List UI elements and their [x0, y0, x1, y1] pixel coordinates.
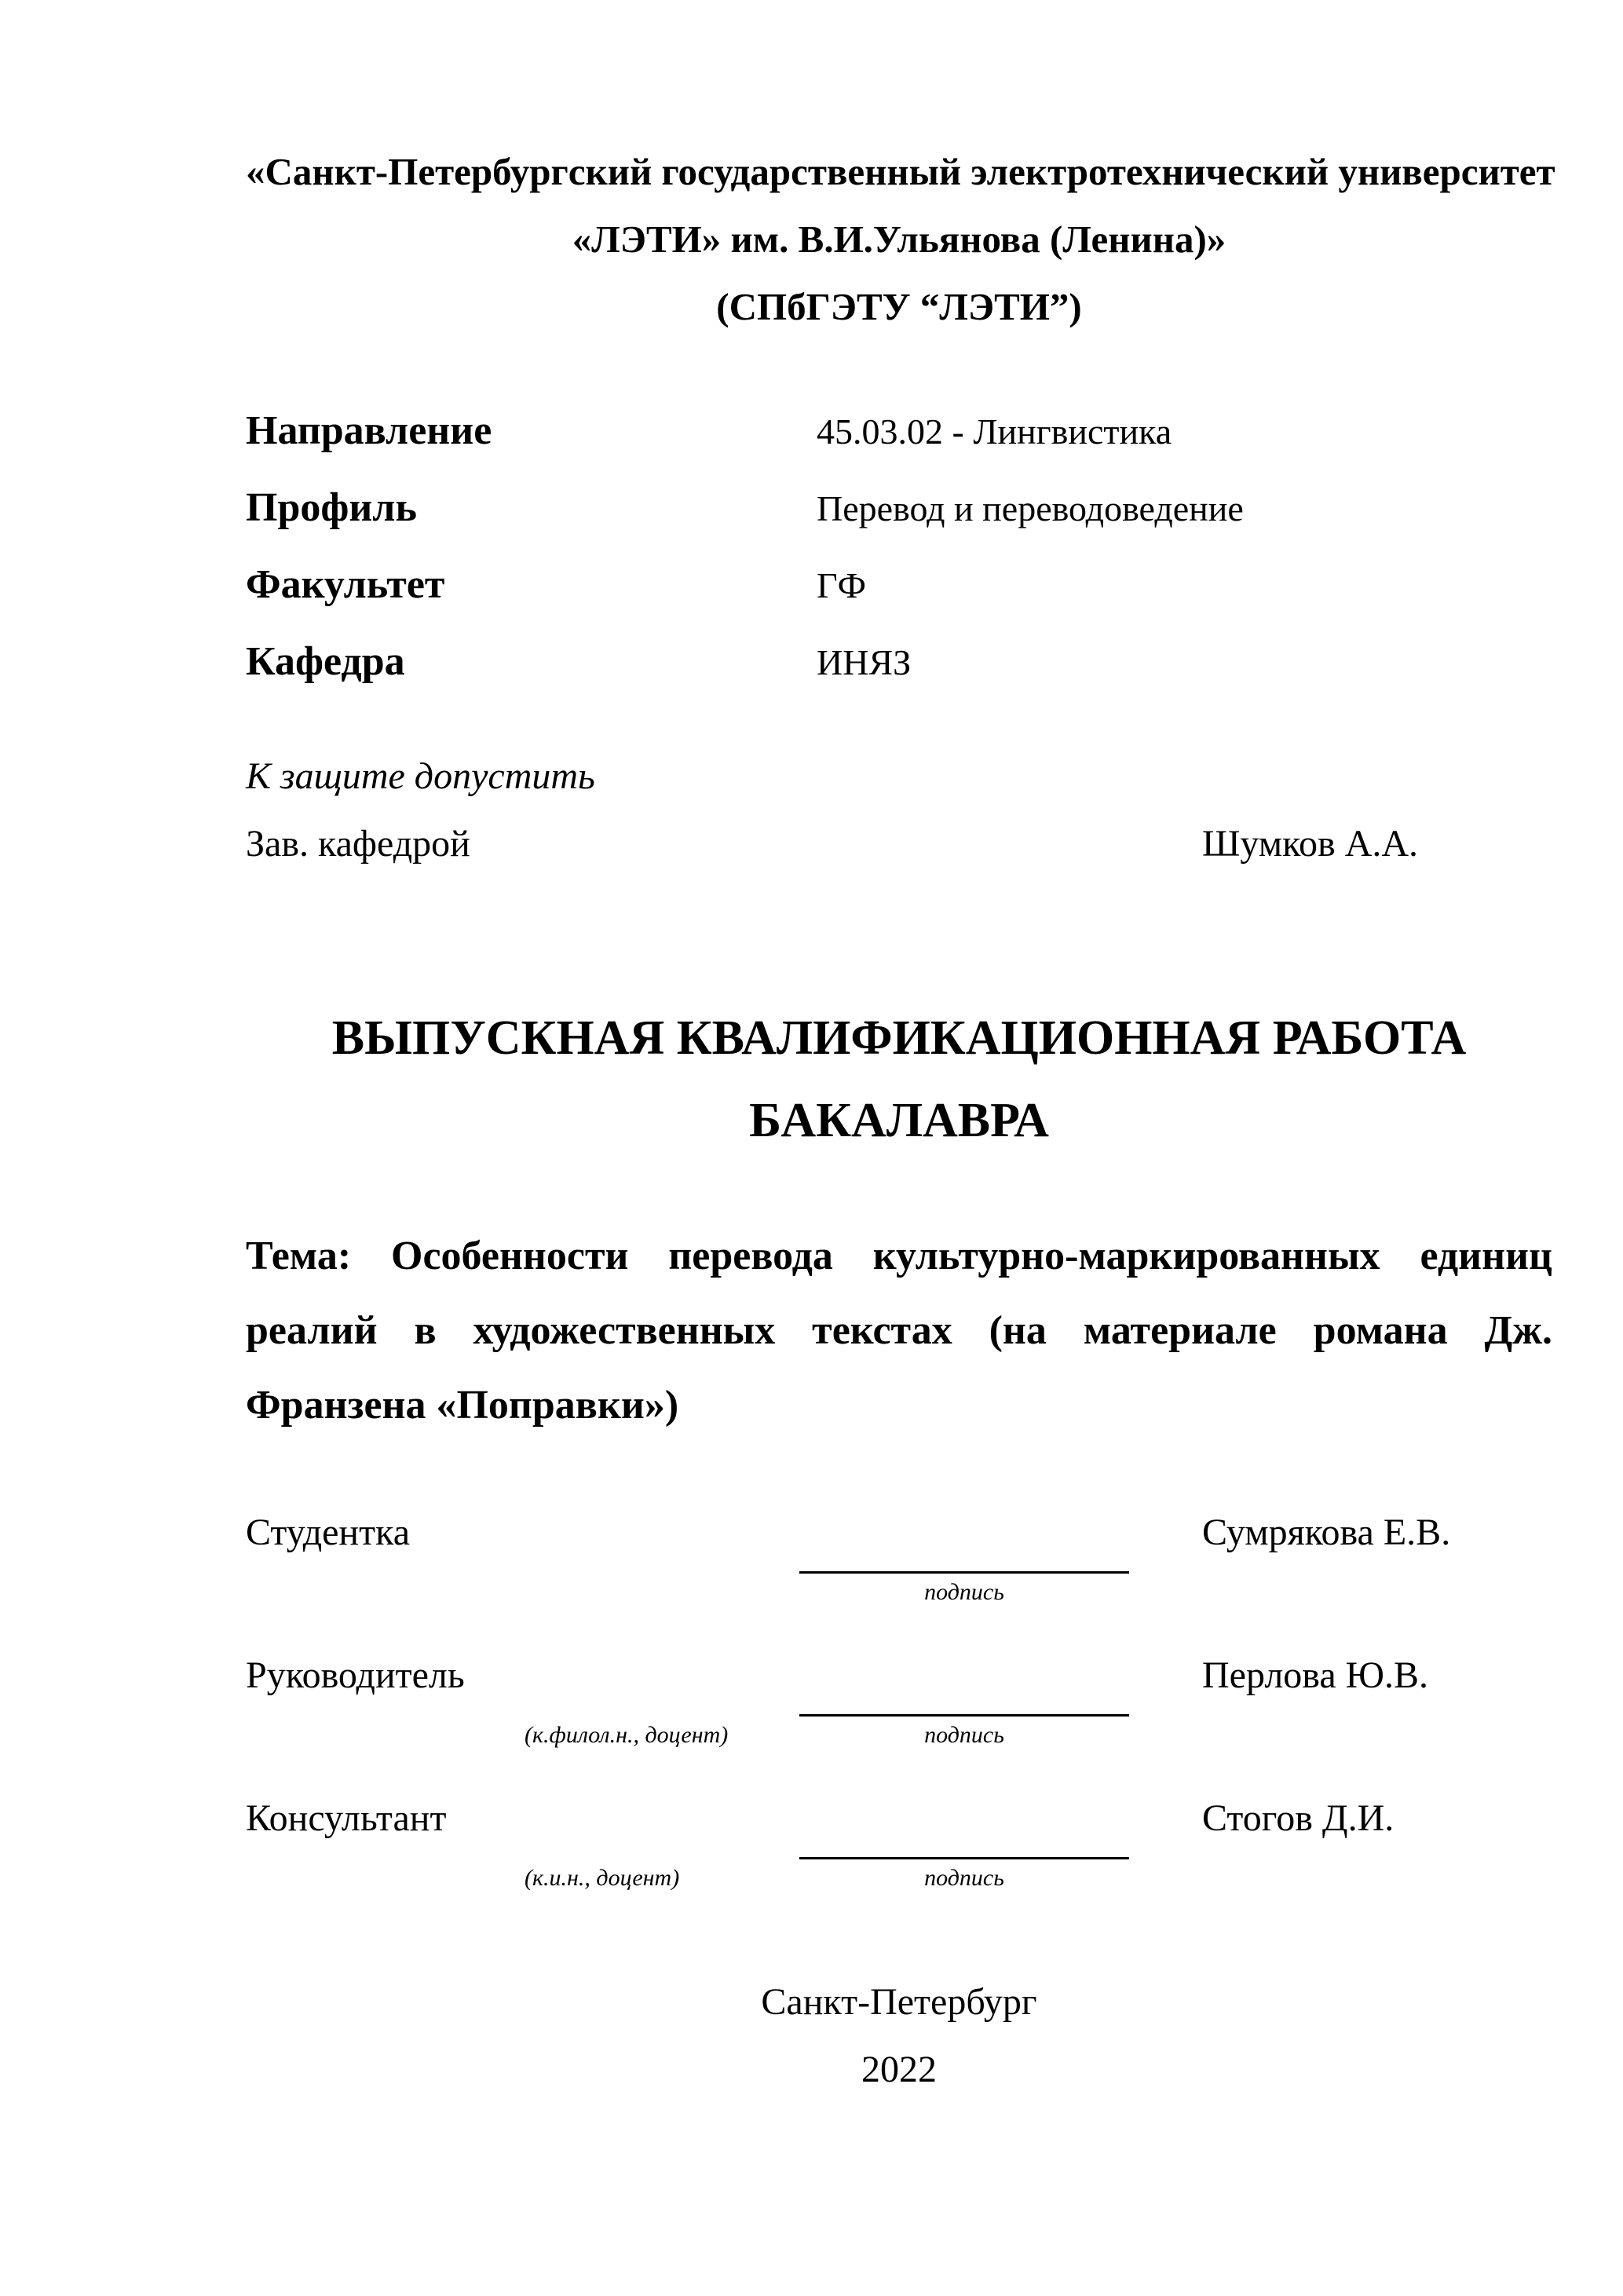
- program-info-table: [246, 397, 1552, 705]
- profile-value: Перевод и переводоведение: [817, 488, 1244, 528]
- university-name-line-2: «ЛЭТИ» им. В.И.Ульянова (Ленина)»: [572, 218, 1226, 261]
- info-row-profile: [246, 474, 1552, 551]
- consultant-role: Консультант: [246, 1797, 447, 1839]
- admission-row: [246, 810, 1552, 878]
- info-row-direction: [246, 397, 1552, 474]
- thesis-title: [246, 997, 1552, 1162]
- consultant-name: Стогов Д.И.: [1202, 1797, 1395, 1839]
- university-header: [246, 138, 1555, 341]
- signature-row-student: [246, 1499, 1552, 1567]
- signature-row-consultant: [246, 1785, 1552, 1852]
- supervisor-name: Перлова Ю.В.: [1202, 1654, 1428, 1696]
- university-abbreviation: (СПбГЭТУ “ЛЭТИ”): [716, 285, 1082, 328]
- department-value: ИНЯЗ: [817, 642, 912, 682]
- consultant-degree: (к.и.н., доцент): [525, 1865, 680, 1891]
- thesis-title-line-2: БАКАЛАВРА: [749, 1094, 1049, 1147]
- info-row-faculty: [246, 551, 1552, 628]
- admission-note: К защите допустить: [246, 755, 595, 797]
- department-label: Кафедра: [246, 639, 405, 684]
- consultant-signature-line: [799, 1857, 1129, 1859]
- thesis-title-line-1: ВЫПУСКНАЯ КВАЛИФИКАЦИОННАЯ РАБОТА: [331, 1011, 1467, 1065]
- department-head-name: Шумков А.А.: [1202, 823, 1419, 865]
- supervisor-signature-caption: подпись: [924, 1722, 1004, 1748]
- topic-line-3: Франзена «Поправки»): [246, 1383, 679, 1428]
- admission-block: [246, 743, 1552, 878]
- student-signature-caption: подпись: [924, 1579, 1004, 1605]
- footer-city: Санкт-Петербург: [761, 1981, 1037, 2023]
- consultant-signature-caption: подпись: [924, 1865, 1004, 1891]
- student-name: Сумрякова Е.В.: [1202, 1512, 1451, 1553]
- supervisor-signature-line: [799, 1714, 1129, 1717]
- faculty-label: Факультет: [246, 562, 445, 607]
- department-head-role: Зав. кафедрой: [246, 823, 470, 865]
- direction-value: 45.03.02 - Лингвистика: [817, 411, 1172, 452]
- topic-line-2: реалий в художественных текстах (на материале романа Дж.: [246, 1308, 1552, 1353]
- signature-line-row-supervisor: [246, 1709, 1552, 1785]
- faculty-value: ГФ: [817, 565, 866, 605]
- page-content: [246, 138, 1555, 2104]
- signature-line-row-student: [246, 1567, 1552, 1642]
- topic-paragraph: [246, 1219, 1552, 1442]
- footer-block: [246, 1969, 1552, 2104]
- signature-row-supervisor: [246, 1642, 1552, 1709]
- supervisor-degree: (к.филол.н., доцент): [525, 1722, 729, 1748]
- student-signature-line: [799, 1571, 1129, 1574]
- footer-year: 2022: [861, 2049, 937, 2090]
- student-role: Студентка: [246, 1512, 410, 1553]
- direction-label: Направление: [246, 408, 492, 453]
- supervisor-role: Руководитель: [246, 1654, 465, 1696]
- topic-line-1: Тема: Особенности перевода культурно-маркированных единиц: [246, 1234, 1552, 1278]
- signature-line-row-consultant: [246, 1852, 1552, 1928]
- university-name-line-1: «Санкт-Петербургский государственный электротехнический университет: [246, 150, 1555, 193]
- profile-label: Профиль: [246, 485, 417, 530]
- info-row-department: [246, 628, 1552, 705]
